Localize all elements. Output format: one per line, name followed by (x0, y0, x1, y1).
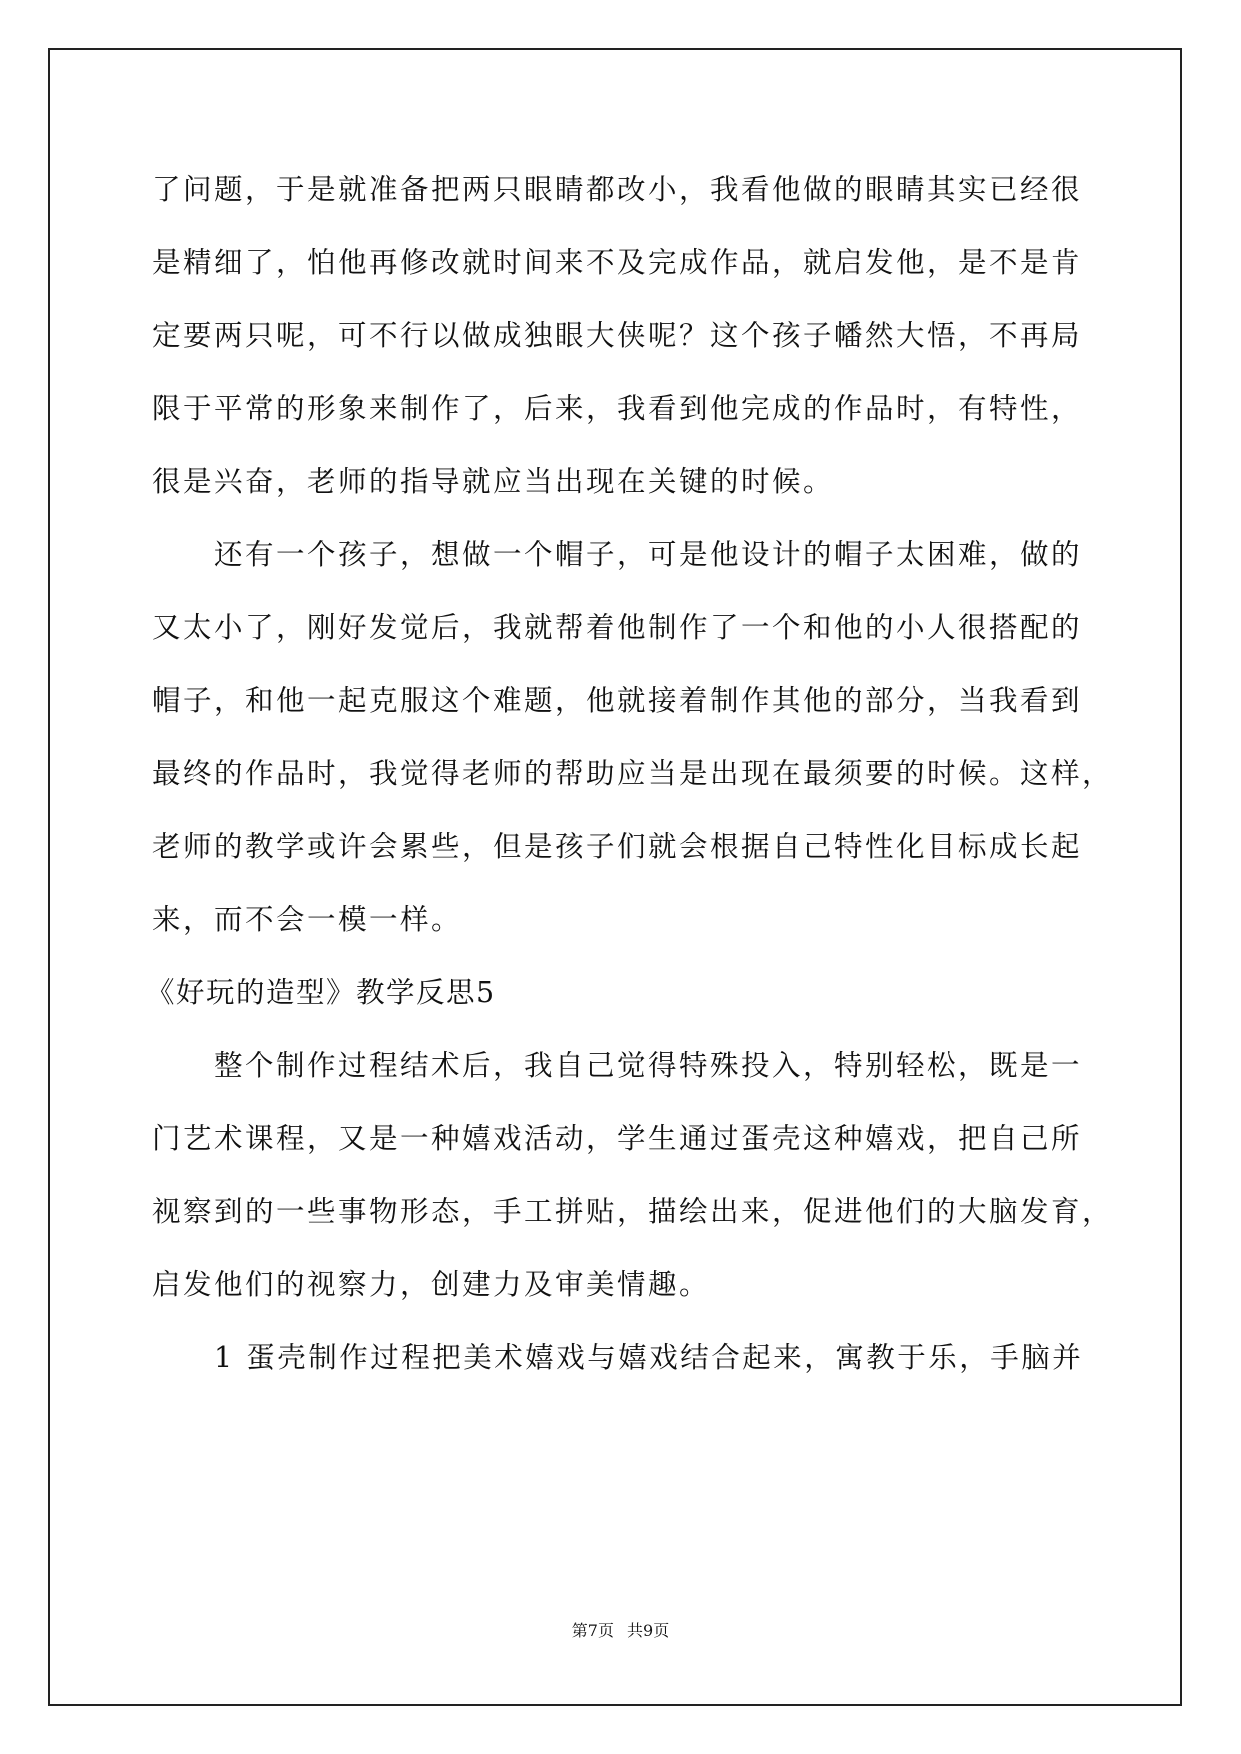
paragraph-line: 了问题，于是就准备把两只眼睛都改小，我看他做的眼睛其实已经很 (152, 173, 1083, 206)
paragraph-first-line: 1 蛋壳制作过程把美术嬉戏与嬉戏结合起来，寓教于乐，手脑并 (214, 1341, 1084, 1374)
paragraph-line: 门艺术课程，又是一种嬉戏活动，学生通过蛋壳这种嬉戏，把自己所 (152, 1122, 1083, 1155)
page-total: 共9页 (627, 1621, 670, 1640)
paragraph-line: 帽子，和他一起克服这个难题，他就接着制作其他的部分，当我看到 (152, 684, 1083, 717)
paragraph-first-line: 还有一个孩子，想做一个帽子，可是他设计的帽子太困难，做的 (214, 538, 1083, 571)
paragraph-line: 视察到的一些事物形态，手工拼贴，描绘出来，促进他们的大脑发育， (152, 1195, 1114, 1228)
paragraph-line: 又太小了，刚好发觉后，我就帮着他制作了一个和他的小人很搭配的 (152, 611, 1083, 644)
paragraph-line: 限于平常的形象来制作了，后来，我看到他完成的作品时，有特性， (152, 392, 1083, 425)
page-number: 第7页 (571, 1621, 614, 1640)
paragraph-line: 老师的教学或许会累些，但是孩子们就会根据自己特性化目标成长起 (152, 830, 1083, 863)
paragraph-line: 很是兴奋，老师的指导就应当出现在关键的时候。 (152, 465, 835, 498)
section-heading: 《好玩的造型》教学反思5 (146, 976, 496, 1009)
paragraph-line: 最终的作品时，我觉得老师的帮助应当是出现在最须要的时候。这样， (152, 757, 1114, 790)
paragraph-line: 定要两只呢，可不行以做成独眼大侠呢？这个孩子幡然大悟，不再局 (152, 319, 1083, 352)
paragraph-first-line: 整个制作过程结术后，我自己觉得特殊投入，特别轻松，既是一 (214, 1049, 1083, 1082)
paragraph-line: 是精细了，怕他再修改就时间来不及完成作品，就启发他，是不是肯 (152, 246, 1083, 279)
paragraph-line: 来，而不会一模一样。 (152, 903, 463, 936)
page-footer (0, 1621, 1241, 1641)
paragraph-line: 启发他们的视察力，创建力及审美情趣。 (152, 1268, 711, 1301)
